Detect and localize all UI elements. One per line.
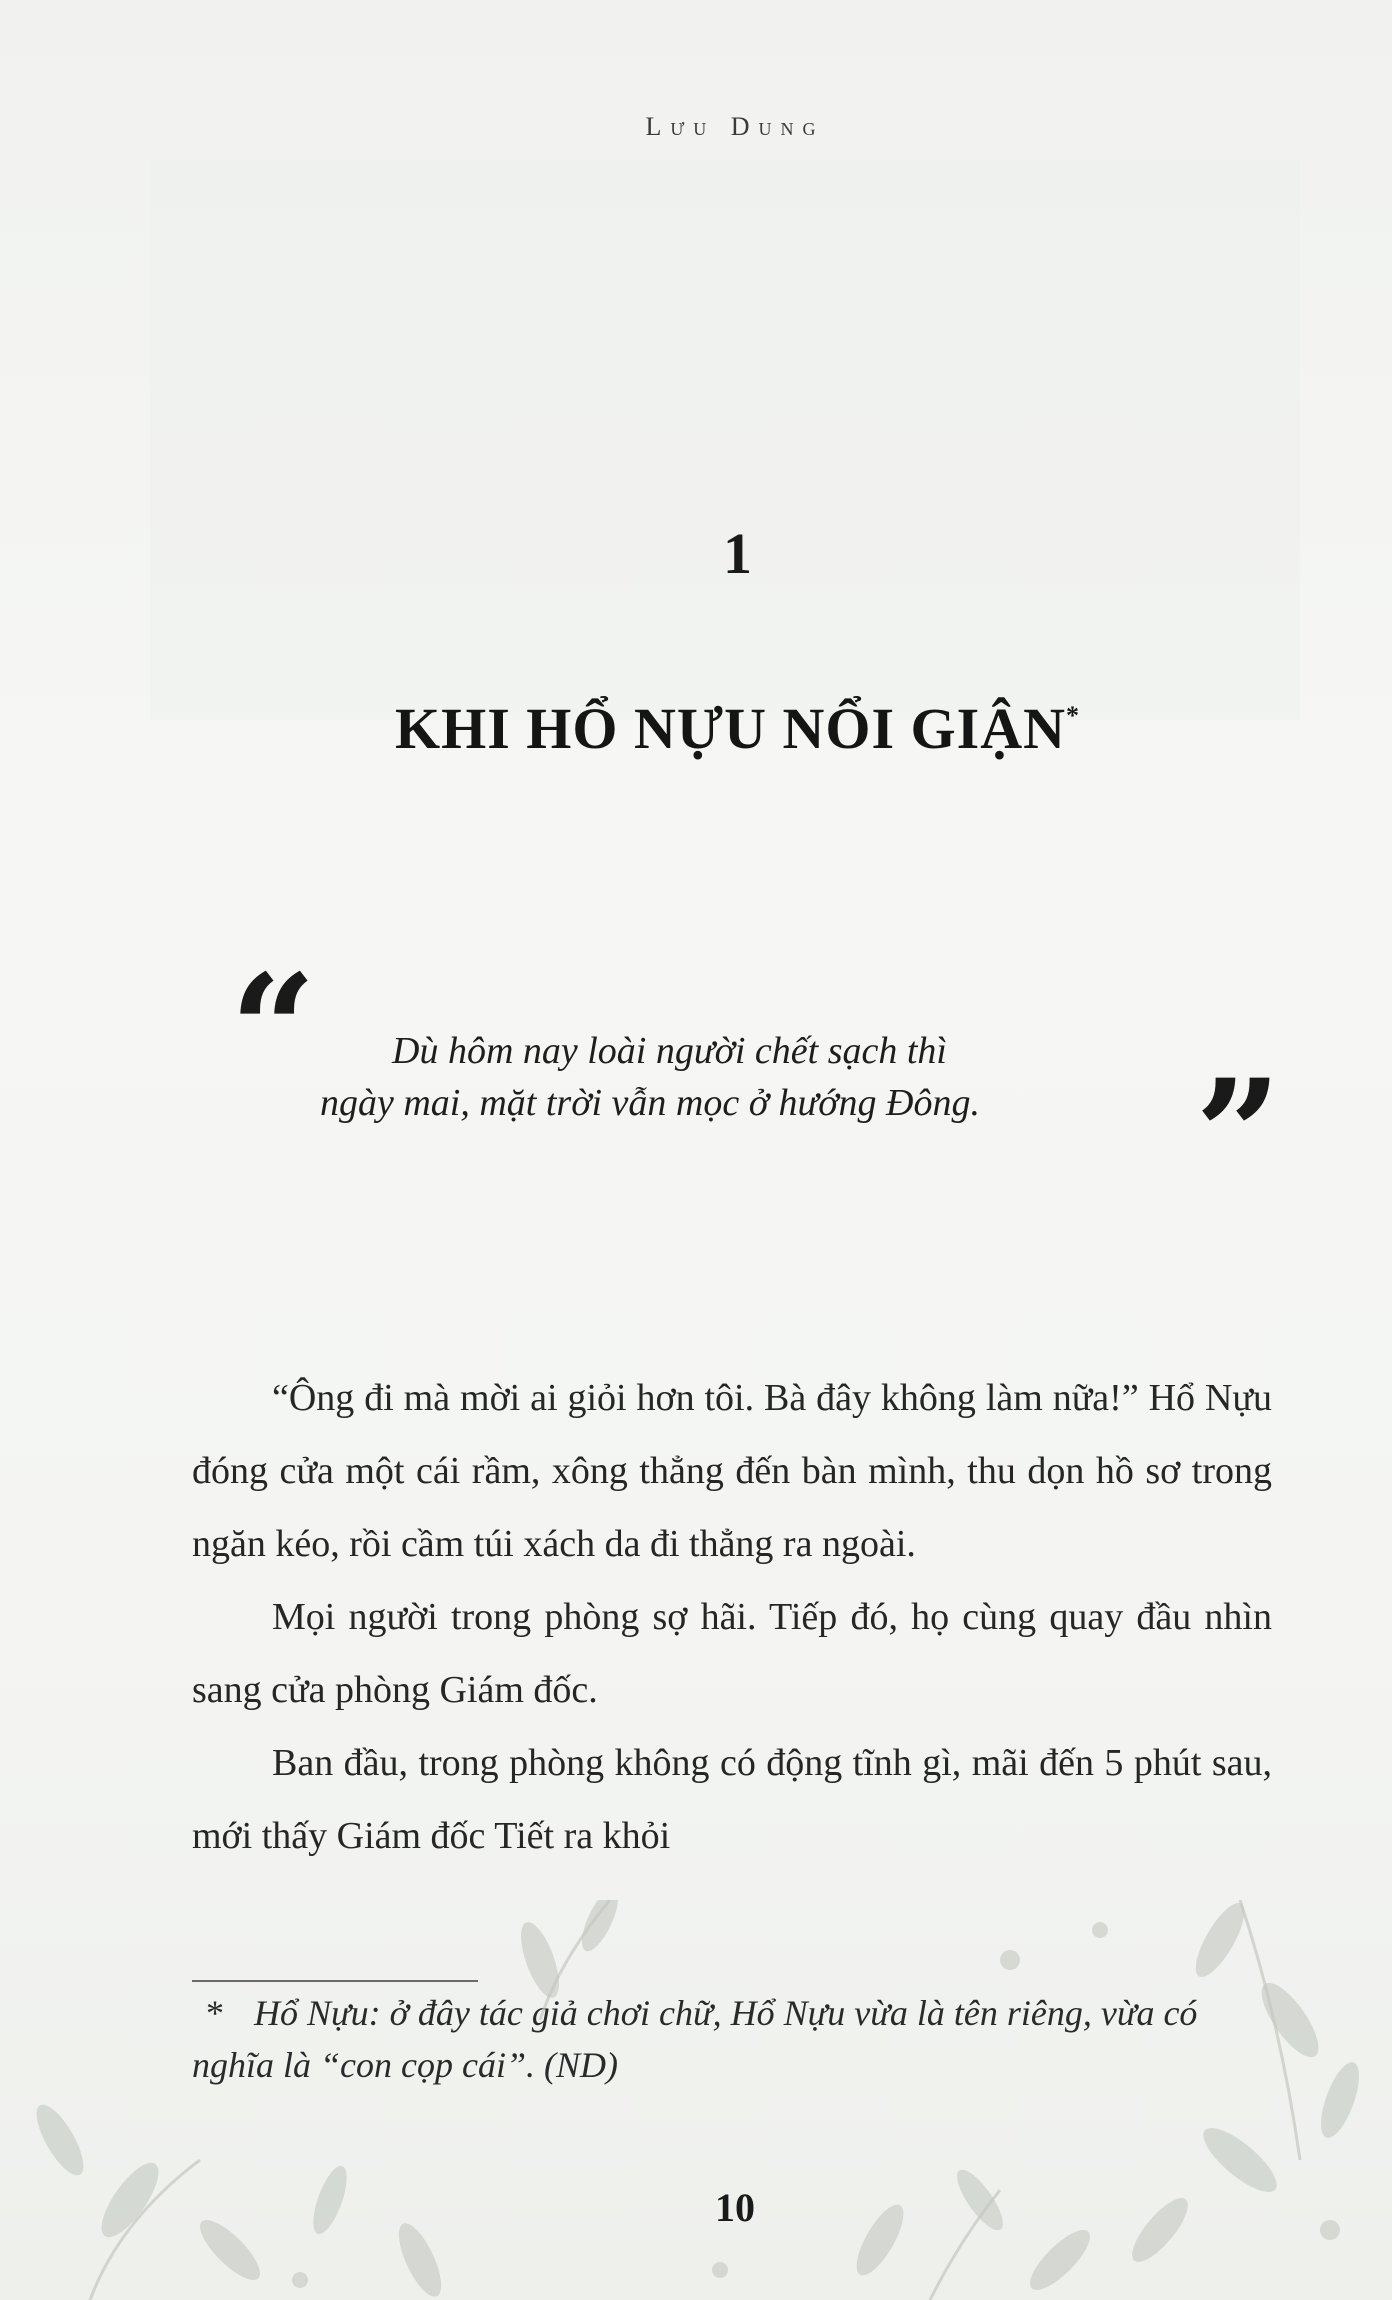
epigraph-line-2: ngày mai, mặt trời vẫn mọc ở hướng Đông. [320,1082,980,1124]
running-head-author: Lưu Dung [645,112,825,141]
opening-quote-mark-icon: “ [230,942,317,1118]
closing-quote-mark-icon: ” [1195,1047,1282,1223]
chapter-title [0,695,1392,762]
body-paragraph: Mọi người trong phòng sợ hãi. Tiếp đó, họ cùng quay đầu nhìn sang cửa phòng Giám đốc. [192,1596,1272,1711]
chapter-number: 1 [723,521,752,586]
body-paragraph: “Ông đi mà mời ai giỏi hơn tôi. Bà đây không làm nữa!” Hổ Nựu đóng cửa một cái rầm, xông thẳng đến bàn mình, thu dọn hồ sơ trong ngăn kéo, rồi cầm túi xách da đi thẳng ra ngoài. [192,1377,1272,1565]
show-through-background [150,160,1300,720]
body-paragraph: Ban đầu, trong phòng không có động tĩnh gì, mãi đến 5 phút sau, mới thấy Giám đốc Tiết ra khỏi [192,1742,1272,1857]
chapter-title-text: KHI HỔ NỰU NỔI GIẬN [395,696,1066,761]
epigraph [300,1025,1190,1129]
leaf-decoration-icon [0,1900,1392,2300]
footnote-text: Hổ Nựu: ở đây tác giả chơi chữ, Hổ Nựu vừa là tên riêng, vừa có nghĩa là “con cọp cái”. (ND) [192,1993,1198,2085]
epigraph-line-1: Dù hôm nay loài người chết sạch thì [392,1030,947,1072]
page-number: 10 [715,2185,755,2230]
body-text [192,1362,1272,1873]
chapter-title-footnote-mark: * [1066,701,1080,730]
footnote-marker: * [206,1993,224,2033]
